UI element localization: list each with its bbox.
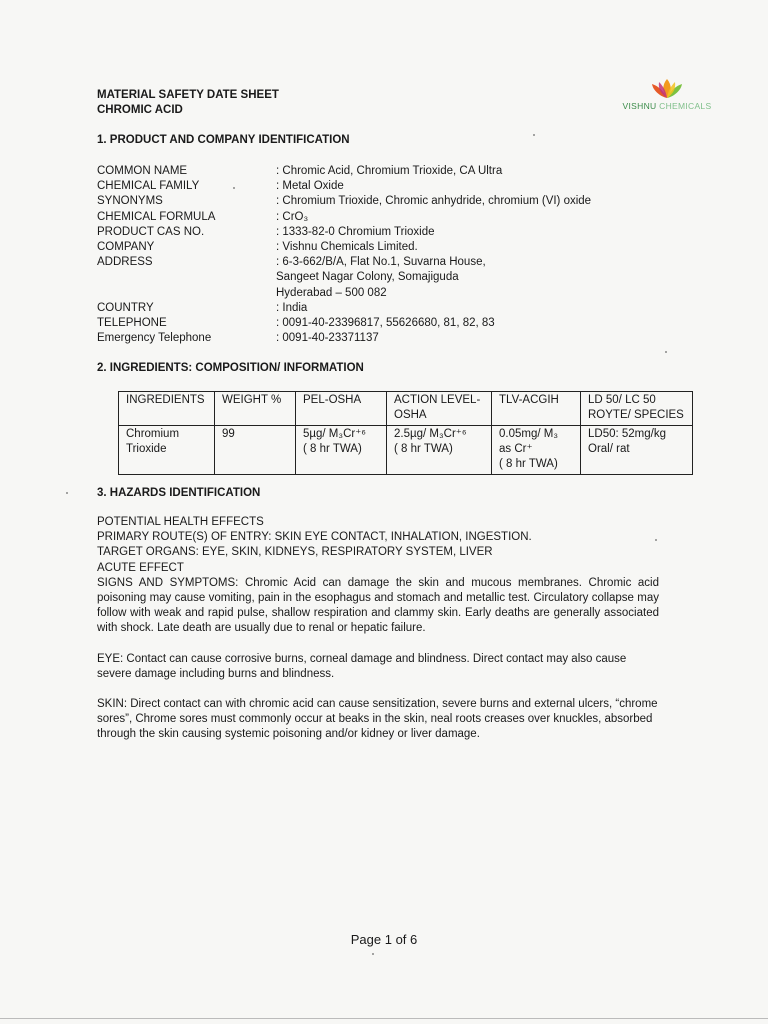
id-value: : India — [276, 301, 308, 314]
table-cell: Chromium Trioxide — [119, 426, 215, 475]
table-cell: 5µg/ M₃Cr⁺⁶ ( 8 hr TWA) — [296, 426, 387, 475]
identification-list — [97, 164, 591, 346]
document-subtitle: CHROMIC ACID — [97, 104, 183, 116]
hazard-line: POTENTIAL HEALTH EFFECTS — [97, 516, 264, 528]
id-value: : Metal Oxide — [276, 180, 344, 193]
company-logo — [617, 78, 717, 118]
table-row — [119, 426, 693, 475]
document-title: MATERIAL SAFETY DATE SHEET — [97, 89, 279, 101]
table-cell: 0.05mg/ M₃ as Cr⁺ ( 8 hr TWA) — [492, 426, 581, 475]
id-row-synonyms — [97, 194, 591, 209]
id-row-address — [97, 255, 591, 301]
id-value: : CrO₃ — [276, 210, 309, 223]
id-label: SYNONYMS — [97, 195, 163, 208]
skin-paragraph: SKIN: Direct contact can with chromic acid can cause sensitization, severe burns and external ulcers, “chrome sores”, Chrome sores must commonly occur at beaks in the skin, neal roots creases over knuckles, absorbed through the skin causing systemic poisoning and/or kidney or liver damage. — [97, 698, 658, 741]
id-value: : Chromium Trioxide, Chromic anhydride, chromium (VI) oxide — [276, 195, 592, 208]
eye-paragraph: EYE: Contact can cause corrosive burns, corneal damage and blindness. Direct contact may also cause severe damage including burns and blindness. — [97, 652, 627, 680]
table-header-cell: ACTION LEVEL- OSHA — [387, 392, 492, 426]
table-cell: 99 — [215, 426, 296, 475]
id-label: COMMON NAME — [97, 165, 188, 177]
table-header-cell: INGREDIENTS — [119, 392, 215, 426]
id-label: CHEMICAL FORMULA — [97, 210, 216, 223]
table-header-row — [119, 392, 693, 426]
table-header-cell: LD 50/ LC 50 ROYTE/ SPECIES — [581, 392, 693, 426]
signs-symptoms-paragraph: SIGNS AND SYMPTOMS: Chromic Acid can damage the skin and mucous membranes. Chromic acid poisoning may cause vomiting, pain in the esophagus and stomach and metallic test. Circulatory collapse may follow with weak and rapid pulse, shallow respiration and clammy skin. Early deaths are generally associated with shock. Late death are usually due to renal or hepatic failure. — [97, 576, 659, 635]
id-row-cas-no — [97, 225, 591, 240]
id-value: : 6-3-662/B/A, Flat No.1, Suvarna House, Sangeet Nagar Colony, Somajiguda Hyderabad – 500 082 — [276, 256, 486, 299]
id-value: : Chromic Acid, Chromium Trioxide, CA Ultra — [276, 165, 503, 177]
table-cell: LD50: 52mg/kg Oral/ rat — [581, 426, 693, 475]
id-label: Emergency Telephone — [97, 332, 212, 345]
id-row-common-name — [97, 164, 591, 179]
id-row-country — [97, 301, 591, 316]
logo-word-chemicals: CHEMICALS — [659, 101, 712, 111]
logo-word-vishnu: VISHNU — [622, 101, 657, 111]
id-value: : Vishnu Chemicals Limited. — [276, 241, 418, 254]
hazard-line: TARGET ORGANS: EYE, SKIN, KIDNEYS, RESPIRATORY SYSTEM, LIVER — [97, 546, 493, 559]
section2-heading: 2. INGREDIENTS: COMPOSITION/ INFORMATION — [97, 362, 364, 374]
scan-speck — [533, 134, 535, 136]
scan-speck — [665, 351, 667, 353]
id-row-emergency-telephone — [97, 331, 591, 346]
scan-speck — [372, 953, 374, 955]
hazard-line: ACUTE EFFECT — [97, 561, 184, 574]
lotus-icon — [649, 78, 685, 100]
hazards-text — [97, 515, 659, 743]
table-header-cell: WEIGHT % — [215, 392, 296, 426]
scan-speck — [233, 187, 235, 189]
table-cell: 2.5µg/ M₃Cr⁺⁶ ( 8 hr TWA) — [387, 426, 492, 475]
logo-wordmark — [617, 101, 717, 111]
id-value: : 0091-40-23371137 — [276, 332, 379, 345]
id-value: : 1333-82-0 Chromium Trioxide — [276, 225, 435, 238]
id-label: TELEPHONE — [97, 317, 167, 330]
section1-heading: 1. PRODUCT AND COMPANY IDENTIFICATION — [97, 134, 350, 146]
section3-heading: 3. HAZARDS IDENTIFICATION — [97, 487, 261, 499]
page-number: Page 1 of 6 — [350, 932, 418, 947]
id-row-chemical-formula — [97, 210, 591, 225]
id-label: COUNTRY — [97, 301, 154, 314]
id-label: PRODUCT CAS NO. — [97, 225, 205, 238]
table-header-cell: PEL-OSHA — [296, 392, 387, 426]
table-header-cell: TLV-ACGIH — [492, 392, 581, 426]
id-value: : 0091-40-23396817, 55626680, 81, 82, 83 — [276, 317, 495, 330]
scan-speck — [66, 492, 68, 494]
hazard-line: PRIMARY ROUTE(S) OF ENTRY: SKIN EYE CONTACT, INHALATION, INGESTION. — [97, 531, 532, 544]
scan-edge-line — [0, 1018, 768, 1019]
ingredients-table — [118, 391, 693, 475]
id-label: ADDRESS — [97, 256, 153, 269]
id-row-telephone — [97, 316, 591, 331]
id-label: COMPANY — [97, 241, 155, 254]
id-row-company — [97, 240, 591, 255]
id-label: CHEMICAL FAMILY — [97, 180, 200, 193]
scan-speck — [655, 539, 657, 541]
id-row-chemical-family — [97, 179, 591, 194]
document-title-block — [97, 88, 279, 118]
